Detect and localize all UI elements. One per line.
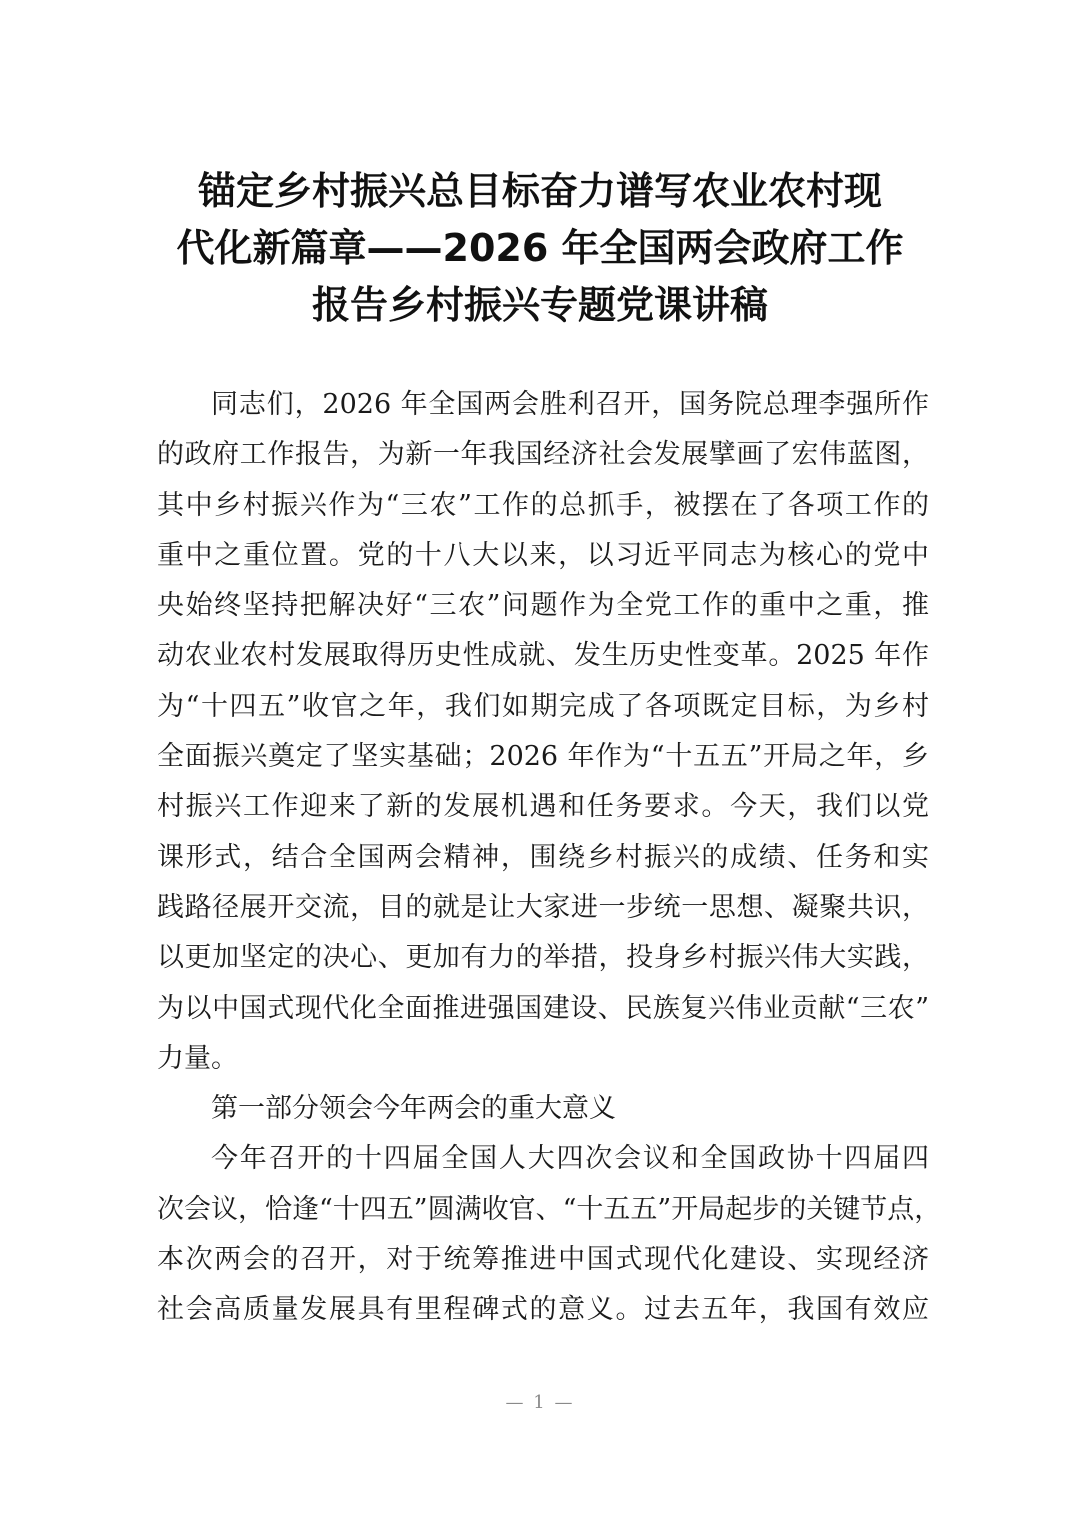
page-number: — 1 — xyxy=(505,1392,575,1413)
text-line: 全面振兴奠定了坚实基础；2026 年作为“十五五”开局之年，乡 xyxy=(157,741,929,773)
text-line: 同志们，2026 年全国两会胜利召开，国务院总理李强所作 xyxy=(211,389,929,420)
text-line: 央始终坚持把解决好“三农”问题作为全党工作的重中之重，推 xyxy=(157,590,929,622)
text-line: 次会议，恰逢“十四五”圆满收官、“十五五”开局起步的关键节点， xyxy=(157,1193,942,1225)
title-line: 锚定乡村振兴总目标奋力谱写农业农村现 xyxy=(197,169,882,213)
document-title xyxy=(150,163,930,334)
text-line: 为以中国式现代化全面推进强国建设、民族复兴伟业贡献“三农” xyxy=(157,992,929,1024)
text-line: 以更加坚定的决心、更加有力的举措，投身乡村振兴伟大实践， xyxy=(157,942,929,974)
text-line: 本次两会的召开，对于统筹推进中国式现代化建设、实现经济 xyxy=(157,1244,929,1276)
text-line: 践路径展开交流，目的就是让大家进一步统一思想、凝聚共识， xyxy=(157,891,929,923)
text-line: 重中之重位置。党的十八大以来，以习近平同志为核心的党中 xyxy=(157,539,929,571)
text-line: 为“十四五”收官之年，我们如期完成了各项既定目标，为乡村 xyxy=(157,690,929,722)
title-line: 报告乡村振兴专题党课讲稿 xyxy=(311,283,768,327)
text-line: 动农业农村发展取得历史性成就、发生历史性变革。2025 年作 xyxy=(157,640,929,672)
text-line: 力量。 xyxy=(157,1042,238,1074)
text-line: 今年召开的十四届全国人大四次会议和全国政协十四届四 xyxy=(211,1143,929,1175)
text-line: 村振兴工作迎来了新的发展机遇和任务要求。今天，我们以党 xyxy=(157,791,929,823)
text-line: 其中乡村振兴作为“三农”工作的总抓手，被摆在了各项工作的 xyxy=(157,489,929,521)
text-line: 课形式，结合全国两会精神，围绕乡村振兴的成绩、任务和实 xyxy=(157,841,929,873)
section-heading: 第一部分领会今年两会的重大意义 xyxy=(211,1093,616,1125)
text-line: 的政府工作报告，为新一年我国经济社会发展擘画了宏伟蓝图， xyxy=(157,439,929,471)
text-line: 社会高质量发展具有里程碑式的意义。过去五年，我国有效应 xyxy=(157,1294,929,1326)
section-paragraph xyxy=(157,1134,942,1335)
intro-paragraph xyxy=(157,380,929,1084)
title-line: 代化新篇章——2026 年全国两会政府工作 xyxy=(176,226,904,270)
document-body xyxy=(157,380,942,1336)
